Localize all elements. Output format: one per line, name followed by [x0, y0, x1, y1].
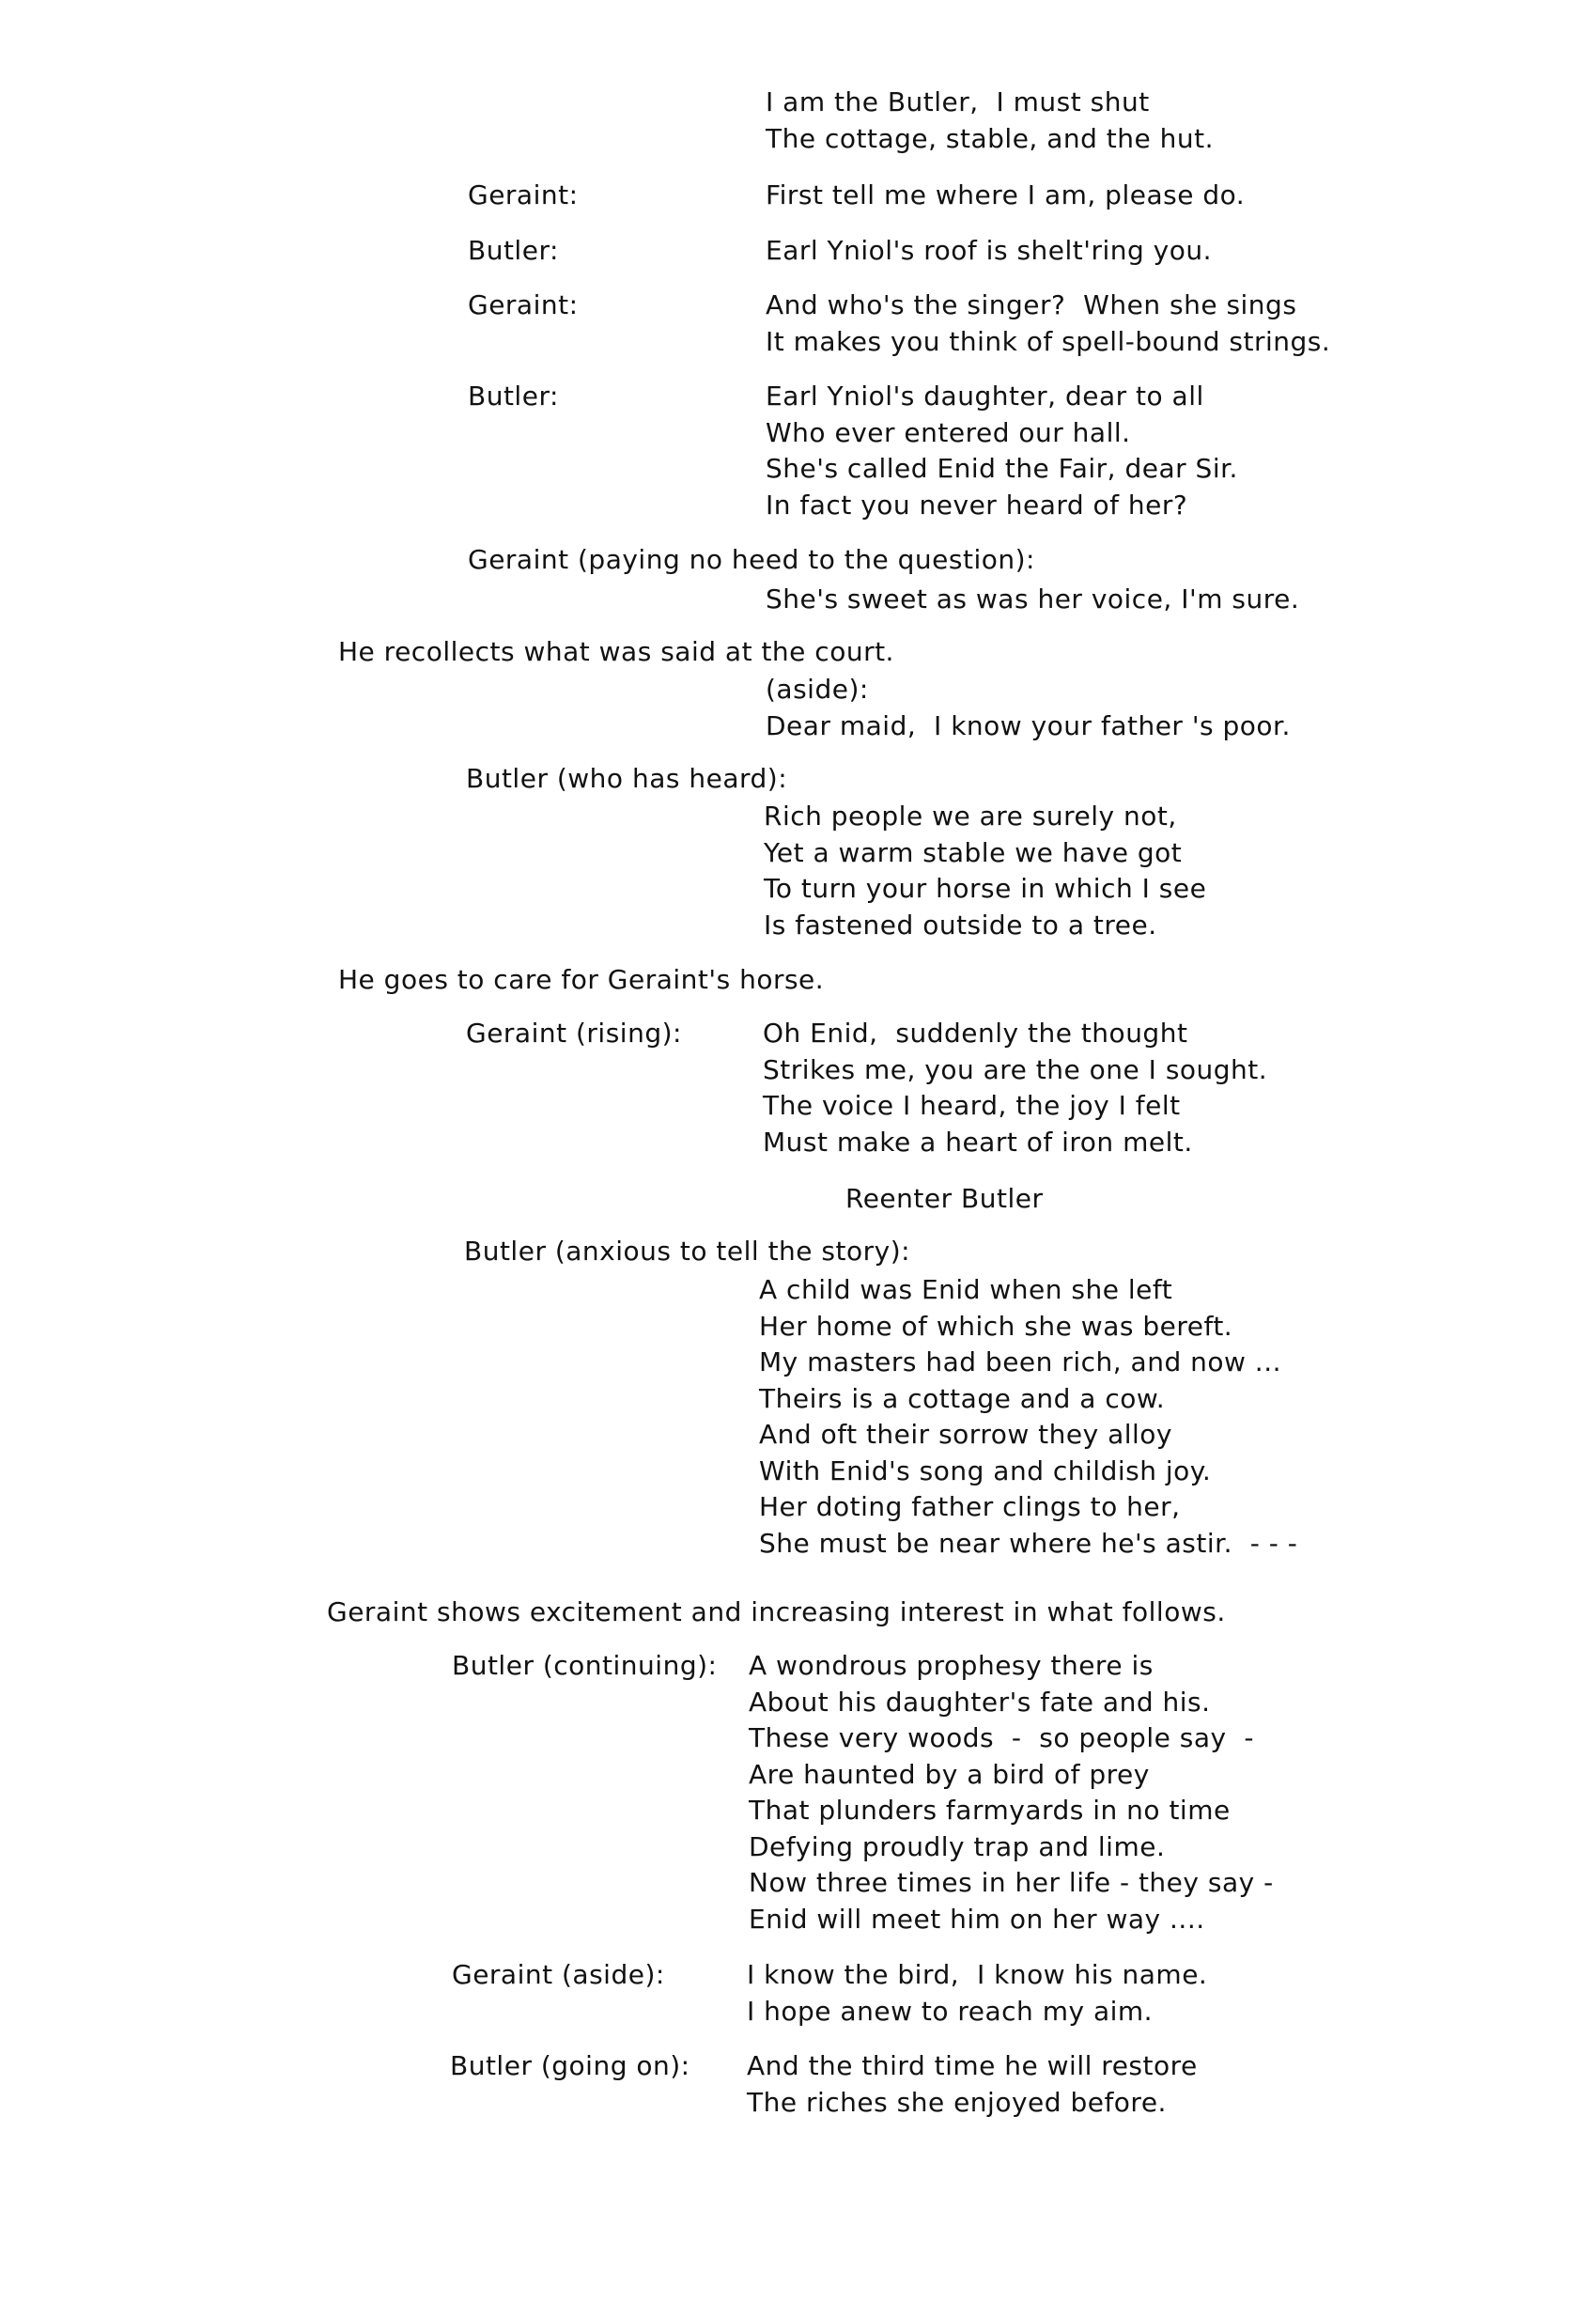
- speaker-label: Butler:: [468, 381, 559, 412]
- speaker-label: Butler (anxious to tell the story):: [464, 1236, 911, 1267]
- dialogue-lines: And who's the singer? When she sings It makes you think of spell-bound strings.: [766, 289, 1331, 357]
- speaker-label: Butler (continuing):: [452, 1650, 718, 1681]
- dialogue-line: Earl Yniol's roof is shelt'ring you.: [766, 235, 1213, 266]
- speaker-label: Butler (going on):: [450, 2050, 690, 2081]
- speaker-label: Geraint:: [468, 289, 579, 320]
- stage-direction: He recollects what was said at the court.: [338, 636, 894, 667]
- dialogue-lines: A wondrous prophesy there is About his daughter's fate and his. These very woods - so people say - Are haunted by a bird of prey That plunders farmyards in no time Defying proudly trap and lime. Now three times in her life - they say - Enid will meet him on her way ....: [749, 1650, 1274, 1935]
- speaker-label: Geraint (aside):: [452, 1959, 665, 1990]
- dialogue-lines: I know the bird, I know his name. I hope anew to reach my aim.: [747, 1959, 1208, 2027]
- dialogue-lines: I am the Butler, I must shut The cottage, stable, and the hut.: [766, 86, 1215, 154]
- dialogue-lines: Rich people we are surely not, Yet a warm stable we have got To turn your horse in which I see Is fastened outside to a tree.: [764, 801, 1207, 941]
- stage-direction: Geraint shows excitement and increasing interest in what follows.: [327, 1596, 1226, 1627]
- dialogue-line: She's sweet as was her voice, I'm sure.: [766, 583, 1300, 615]
- dialogue-line: First tell me where I am, please do.: [766, 179, 1246, 210]
- speaker-label: Butler:: [468, 235, 559, 266]
- stage-direction: He goes to care for Geraint's horse.: [338, 964, 825, 995]
- dialogue-lines: Oh Enid, suddenly the thought Strikes me, you are the one I sought. The voice I heard, the joy I felt Must make a heart of iron melt.: [763, 1018, 1268, 1158]
- speaker-label: Butler (who has heard):: [466, 763, 788, 794]
- speaker-label: Geraint (paying no heed to the question):: [468, 544, 1035, 575]
- stage-direction: Reenter Butler: [845, 1183, 1044, 1214]
- dialogue-lines: Earl Yniol's daughter, dear to all Who ever entered our hall. She's called Enid the Fair, dear Sir. In fact you never heard of her?: [766, 381, 1238, 521]
- dialogue-lines: And the third time he will restore The riches she enjoyed before.: [747, 2050, 1198, 2118]
- speaker-label: Geraint (rising):: [466, 1018, 682, 1049]
- aside-label: (aside):: [766, 674, 869, 705]
- speaker-label: Geraint:: [468, 179, 579, 210]
- dialogue-line: Dear maid, I know your father 's poor.: [766, 710, 1291, 741]
- dialogue-lines: A child was Enid when she left Her home of which she was bereft. My masters had been rich, and now ... Theirs is a cottage and a cow. And oft their sorrow they alloy With Enid's song and childish joy. Her doting father clings to her, She must be near where he's astir. - - -: [759, 1274, 1298, 1559]
